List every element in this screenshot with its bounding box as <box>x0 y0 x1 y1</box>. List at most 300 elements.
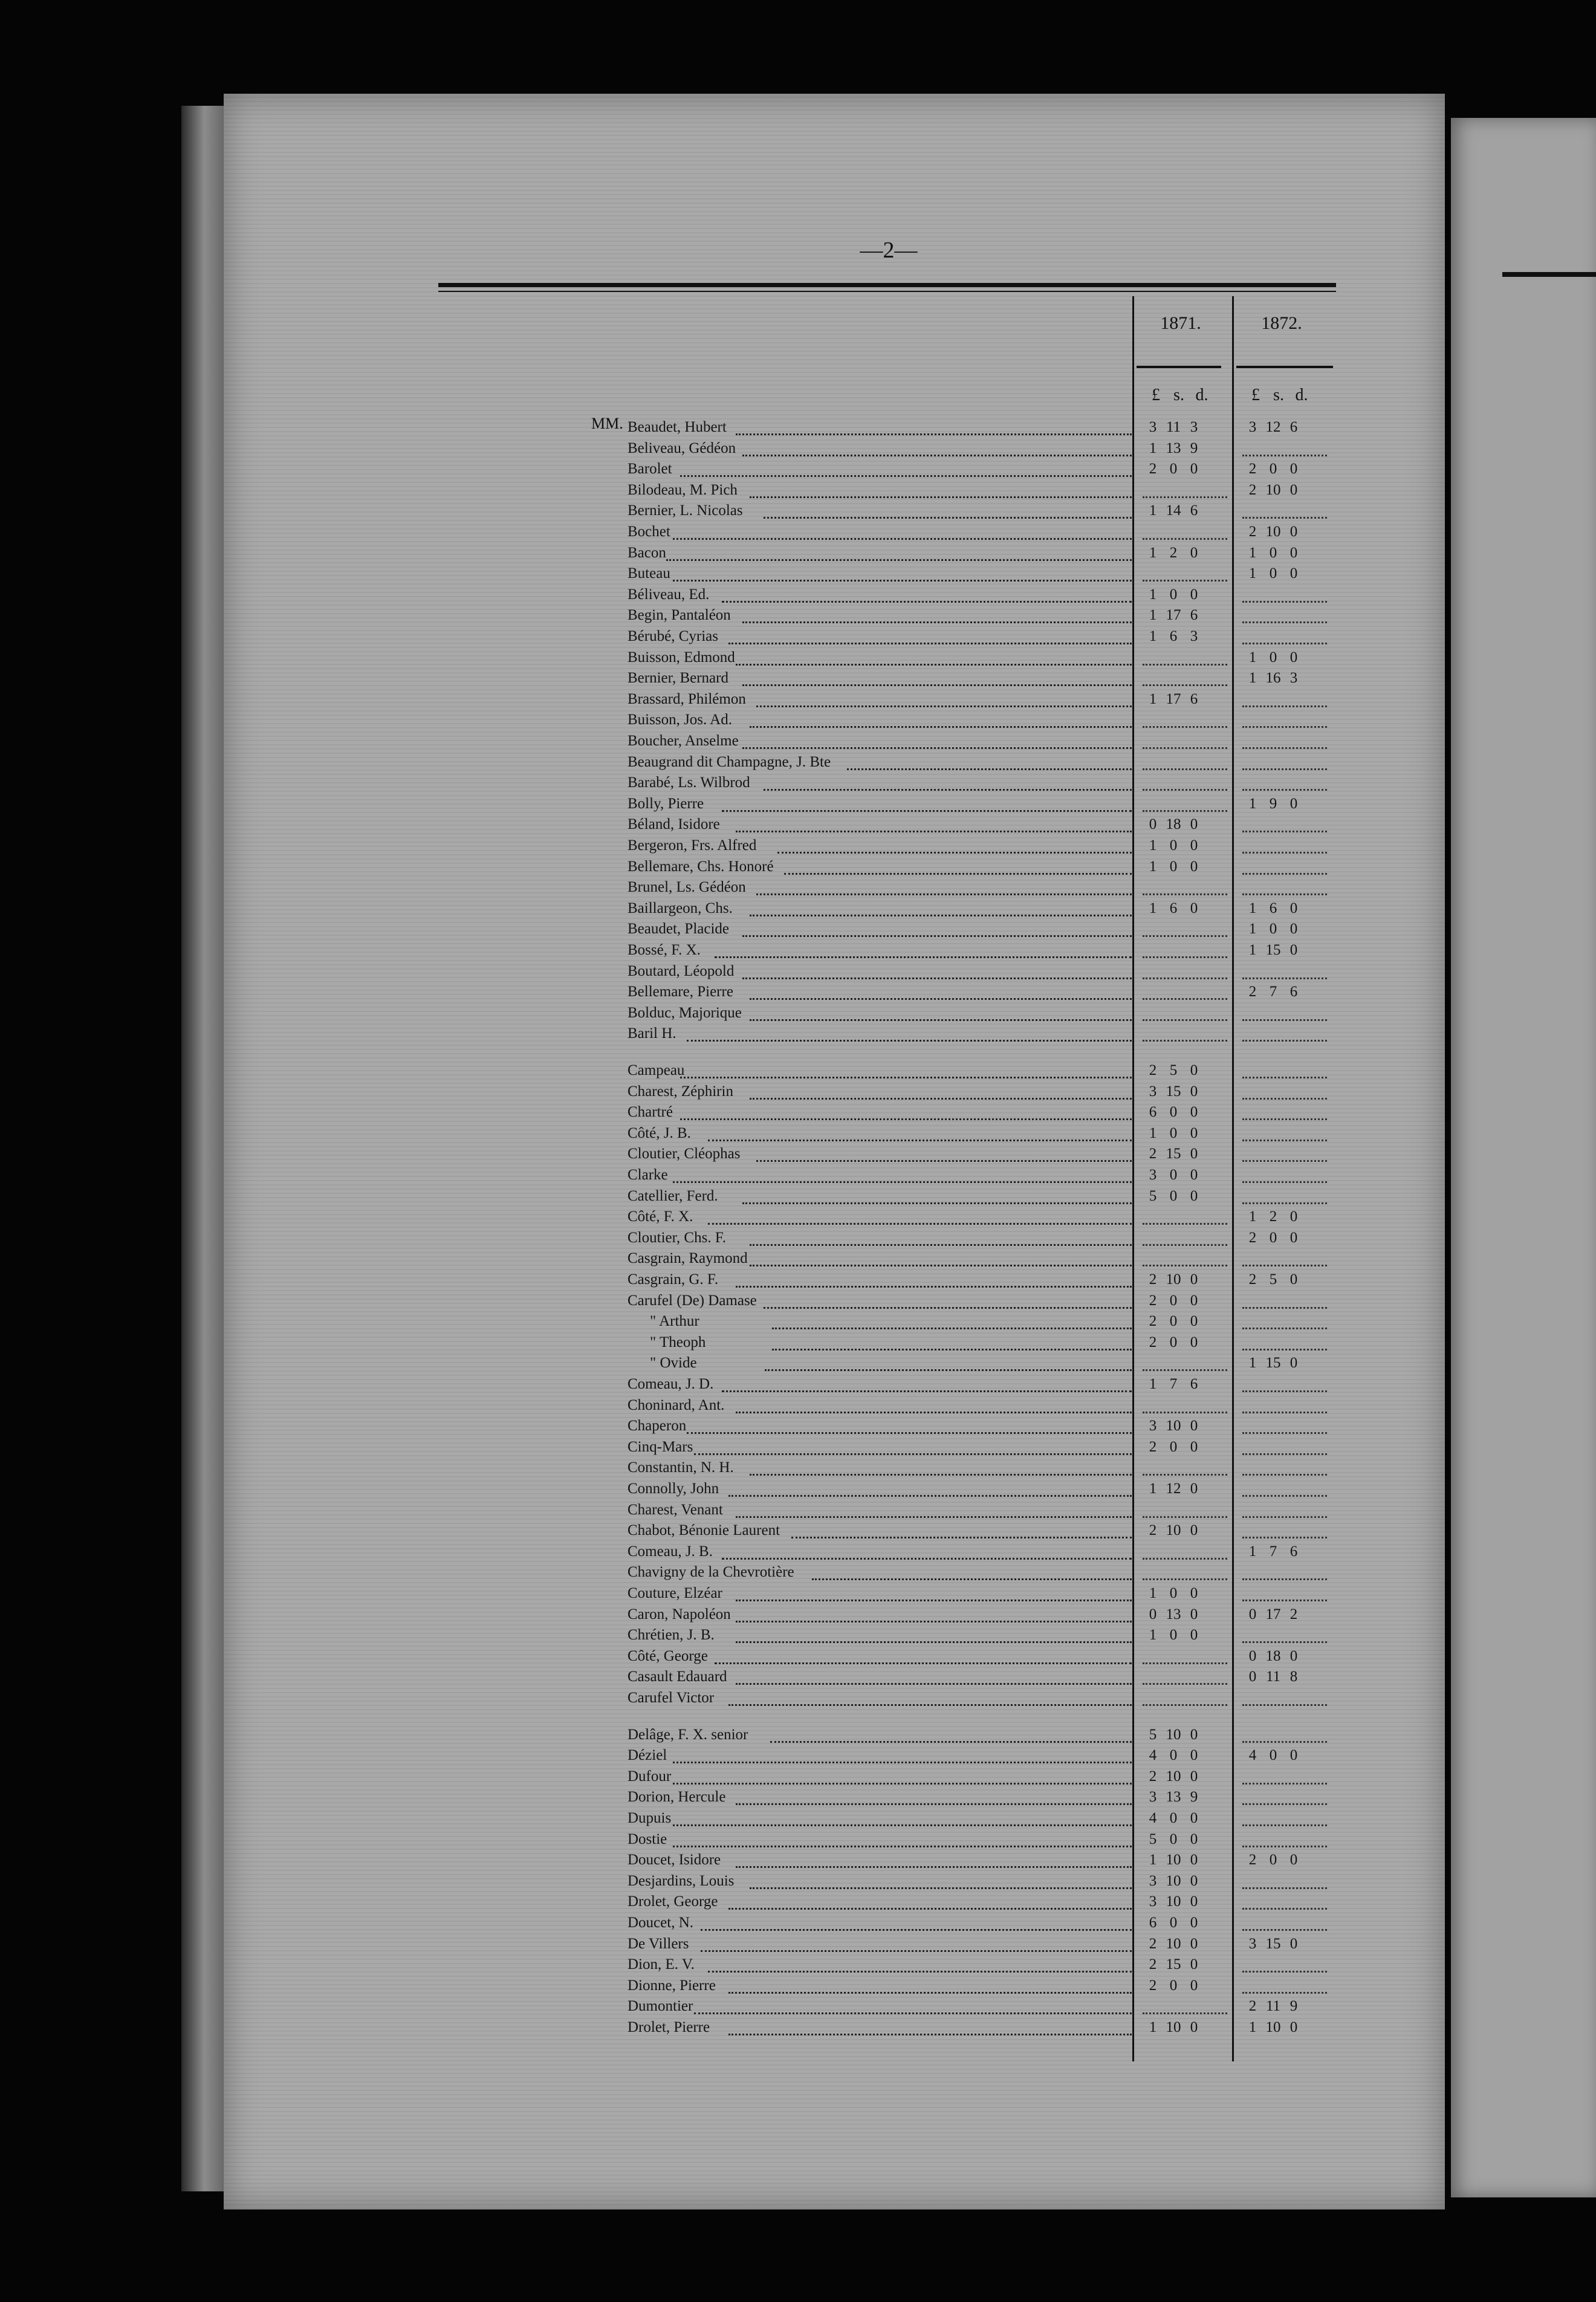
amount-pounds: 0 <box>1149 816 1157 833</box>
dot-leader <box>777 852 1132 854</box>
amount-pence: 6 <box>1190 502 1198 519</box>
ledger-row <box>0 1871 1451 1892</box>
amount-pence: 0 <box>1190 816 1198 833</box>
amount-1871 <box>1143 1850 1204 1870</box>
amount-pence: 0 <box>1289 2019 1298 2035</box>
contributor-name: Comeau, J. B. <box>628 1543 713 1560</box>
amount-shillings: 6 <box>1169 900 1178 916</box>
contributor-name: Boutard, Léopold <box>628 962 735 979</box>
empty-amount-1872 <box>1242 1160 1327 1162</box>
amount-pence: 0 <box>1190 1334 1198 1350</box>
amount-1871 <box>1143 1060 1204 1081</box>
amount-pence: 0 <box>1190 2019 1198 2035</box>
ledger-row <box>0 1374 1451 1395</box>
ledger-row <box>0 1688 1451 1708</box>
dot-leader <box>750 1244 1132 1246</box>
empty-amount-1871 <box>1143 538 1227 540</box>
dot-leader <box>673 1783 1132 1785</box>
amount-1871 <box>1143 1479 1204 1499</box>
contributor-name: Dumontier <box>628 1998 693 2015</box>
amount-1871 <box>1143 501 1204 521</box>
amount-1871 <box>1143 1123 1204 1144</box>
contributor-name: Beaugrand dit Champagne, J. Bte <box>628 753 831 770</box>
contributor-name: De Villers <box>628 1935 689 1952</box>
amount-pence: 0 <box>1190 1418 1198 1435</box>
amount-shillings: 2 <box>1169 544 1178 561</box>
ledger-row <box>0 1416 1451 1436</box>
contributor-name: Desjardins, Louis <box>628 1872 735 1889</box>
amount-1871 <box>1143 1374 1204 1395</box>
amount-1872 <box>1242 1604 1304 1625</box>
ledger-row <box>0 1081 1451 1102</box>
amount-pence: 0 <box>1190 1747 1198 1764</box>
empty-amount-1871 <box>1143 810 1227 812</box>
contributor-name: Dostie <box>628 1830 667 1847</box>
empty-amount-1871 <box>1143 935 1227 937</box>
amount-shillings: 17 <box>1265 1606 1281 1623</box>
amount-pounds: 1 <box>1149 858 1157 875</box>
page-number: —2— <box>860 238 918 263</box>
empty-amount-1871 <box>1143 1019 1227 1021</box>
ledger-row <box>0 877 1451 898</box>
amount-pence: 0 <box>1190 1438 1198 1455</box>
amount-shillings: 0 <box>1169 1977 1178 1994</box>
dot-leader <box>764 789 1132 791</box>
contributor-name: Chabot, Bénonie Laurent <box>628 1522 780 1539</box>
amount-pounds: 2 <box>1149 1956 1157 1973</box>
amount-pounds: 2 <box>1149 1062 1157 1078</box>
amount-1871 <box>1143 898 1204 919</box>
adjacent-page <box>1451 118 1596 2197</box>
empty-amount-1872 <box>1242 1265 1327 1266</box>
amount-1871 <box>1143 1102 1204 1123</box>
amount-shillings: 0 <box>1269 1229 1277 1246</box>
amount-1871 <box>1143 1604 1204 1625</box>
amount-pounds: 2 <box>1149 461 1157 478</box>
amount-pounds: 3 <box>1149 1083 1157 1100</box>
contributor-name: Baril H. <box>628 1025 676 1042</box>
contributor-name: Bérubé, Cyrias <box>628 628 718 644</box>
amount-pounds: 2 <box>1149 1438 1157 1455</box>
contributor-name: Comeau, J. D. <box>628 1376 714 1392</box>
amount-shillings: 17 <box>1166 607 1181 624</box>
amount-pounds: 2 <box>1149 1146 1157 1162</box>
amount-1871 <box>1143 1520 1204 1541</box>
dot-leader <box>728 643 1132 644</box>
ledger-row <box>0 1144 1451 1164</box>
contributor-name: Buteau <box>628 565 670 582</box>
empty-amount-1871 <box>1143 1223 1227 1225</box>
contributor-name: Drolet, George <box>628 1893 718 1910</box>
ledger-row <box>0 1954 1451 1975</box>
contributor-name: Béliveau, Ed. <box>628 586 710 603</box>
amount-pence: 6 <box>1289 1543 1298 1560</box>
amount-1871 <box>1143 1186 1204 1207</box>
contributor-name: Bacon <box>628 544 666 561</box>
amount-pence: 0 <box>1190 1977 1198 1994</box>
amount-1871 <box>1143 1725 1204 1745</box>
amount-1871 <box>1143 1165 1204 1185</box>
amount-pence: 0 <box>1190 1271 1198 1288</box>
empty-amount-1872 <box>1242 1600 1327 1601</box>
dot-leader <box>722 1558 1132 1560</box>
contributor-name: Bernier, Bernard <box>628 670 728 687</box>
unit-shilling: s. <box>1173 386 1184 404</box>
amount-shillings: 18 <box>1166 816 1181 833</box>
contributor-name: Caron, Napoléon <box>628 1606 731 1623</box>
amount-shillings: 6 <box>1169 628 1178 644</box>
dot-leader <box>736 1516 1132 1518</box>
dot-leader <box>736 1286 1132 1288</box>
empty-amount-1871 <box>1143 978 1227 979</box>
amount-pounds: 0 <box>1248 1668 1257 1685</box>
amount-1872 <box>1242 982 1304 1002</box>
amount-1872 <box>1242 1667 1304 1687</box>
contributor-name: Baillargeon, Chs. <box>628 900 733 916</box>
amount-pence: 6 <box>1289 984 1298 1000</box>
amount-shillings: 12 <box>1166 1480 1181 1497</box>
amount-shillings: 11 <box>1166 419 1181 435</box>
amount-pence: 0 <box>1190 1062 1198 1078</box>
amount-pounds: 1 <box>1248 921 1257 938</box>
amount-shillings: 5 <box>1269 1271 1277 1288</box>
amount-pounds: 1 <box>1149 900 1157 916</box>
amount-pence: 0 <box>1289 544 1298 561</box>
amount-1872 <box>1242 459 1304 479</box>
amount-pence: 0 <box>1190 1935 1198 1952</box>
empty-amount-1872 <box>1242 1537 1327 1538</box>
dot-leader <box>701 1929 1132 1931</box>
ledger-row <box>0 1437 1451 1457</box>
ledger-row <box>0 1207 1451 1227</box>
amount-shillings: 0 <box>1169 1915 1178 1931</box>
amount-pounds: 0 <box>1248 1606 1257 1623</box>
amount-1871 <box>1143 438 1204 459</box>
empty-amount-1872 <box>1242 852 1327 854</box>
dot-leader <box>708 1140 1132 1141</box>
unit-pound: £ <box>1251 386 1260 404</box>
amount-1872 <box>1242 794 1304 814</box>
amount-pounds: 0 <box>1149 1606 1157 1623</box>
amount-shillings: 10 <box>1166 1935 1181 1952</box>
contributor-name: Doucet, N. <box>628 1915 693 1931</box>
amount-pounds: 5 <box>1149 1726 1157 1743</box>
amount-shillings: 2 <box>1269 1208 1277 1225</box>
amount-pence: 0 <box>1190 1083 1198 1100</box>
contributor-name: Brassard, Philémon <box>628 690 746 707</box>
amount-1871 <box>1143 1808 1204 1829</box>
contributor-name: Côté, J. B. <box>628 1124 691 1141</box>
amount-pounds: 2 <box>1248 1271 1257 1288</box>
ledger-row <box>0 1604 1451 1625</box>
dot-leader <box>791 1537 1132 1538</box>
amount-pounds: 4 <box>1149 1810 1157 1826</box>
dot-leader <box>673 1762 1132 1763</box>
ledger-row <box>0 961 1451 982</box>
ledger-row <box>0 501 1451 521</box>
contributor-name: Bossé, F. X. <box>628 942 701 958</box>
contributor-name: Casgrain, G. F. <box>628 1271 719 1288</box>
contributor-name: Constantin, N. H. <box>628 1459 734 1476</box>
empty-amount-1871 <box>1143 1244 1227 1246</box>
amount-shillings: 0 <box>1169 1124 1178 1141</box>
ledger-row <box>0 2017 1451 2038</box>
empty-amount-1871 <box>1143 1474 1227 1476</box>
amount-pounds: 1 <box>1149 628 1157 644</box>
dot-leader <box>715 1662 1132 1664</box>
empty-amount-1871 <box>1143 664 1227 666</box>
amount-1872 <box>1242 647 1304 668</box>
contributor-name: Bolduc, Majorique <box>628 1004 742 1021</box>
amount-shillings: 10 <box>1166 1768 1181 1785</box>
empty-amount-1872 <box>1242 455 1327 456</box>
empty-amount-1871 <box>1143 1558 1227 1560</box>
empty-amount-1872 <box>1242 1118 1327 1120</box>
ledger-row <box>0 1562 1451 1583</box>
ledger-row <box>0 898 1451 919</box>
amount-shillings: 0 <box>1269 1747 1277 1764</box>
amount-pounds: 2 <box>1248 1852 1257 1869</box>
amount-pounds: 1 <box>1248 670 1257 687</box>
amount-pounds: 3 <box>1149 1893 1157 1910</box>
empty-amount-1872 <box>1242 893 1327 895</box>
ledger-row <box>0 1583 1451 1604</box>
contributor-name: Dorion, Hercule <box>628 1789 726 1806</box>
amount-pence: 8 <box>1289 1668 1298 1685</box>
amount-1871 <box>1143 1311 1204 1332</box>
amount-pounds: 6 <box>1149 1915 1157 1931</box>
dot-leader <box>673 1846 1132 1847</box>
contributor-name: Catellier, Ferd. <box>628 1187 718 1204</box>
ledger-row <box>0 1479 1451 1499</box>
contributor-name: Casault Edauard <box>628 1668 727 1685</box>
amount-pounds: 1 <box>1248 2019 1257 2035</box>
dot-leader <box>847 768 1132 770</box>
amount-shillings: 0 <box>1269 1852 1277 1869</box>
amount-1872 <box>1242 522 1304 542</box>
empty-amount-1871 <box>1143 1704 1227 1706</box>
amount-1871 <box>1143 1829 1204 1850</box>
amount-pence: 0 <box>1289 1355 1298 1372</box>
empty-amount-1872 <box>1242 873 1327 875</box>
ledger-row <box>0 1829 1451 1850</box>
year-header-1871: 1871. <box>1160 313 1201 333</box>
amount-shillings: 16 <box>1265 670 1281 687</box>
dot-leader <box>812 1578 1132 1580</box>
amount-pounds: 3 <box>1149 1418 1157 1435</box>
dot-leader <box>742 978 1132 979</box>
contributor-name: Dion, E. V. <box>628 1956 695 1973</box>
amount-shillings: 10 <box>1166 1726 1181 1743</box>
dot-leader <box>722 601 1132 603</box>
amount-1871 <box>1143 835 1204 856</box>
empty-amount-1872 <box>1242 1516 1327 1518</box>
amount-1872 <box>1242 563 1304 584</box>
empty-amount-1871 <box>1143 789 1227 791</box>
contributor-name: Bergeron, Frs. Alfred <box>628 837 757 854</box>
amount-shillings: 0 <box>1169 1810 1178 1826</box>
empty-amount-1871 <box>1143 1369 1227 1371</box>
ledger-row <box>0 1500 1451 1520</box>
unit-shilling: s. <box>1273 386 1284 404</box>
dot-leader <box>680 475 1132 477</box>
units-1872 <box>1244 386 1313 405</box>
amount-pounds: 1 <box>1248 1208 1257 1225</box>
amount-pounds: 3 <box>1149 1872 1157 1889</box>
amount-1871 <box>1143 1954 1204 1975</box>
amount-pounds: 1 <box>1248 649 1257 666</box>
amount-pounds: 3 <box>1248 419 1257 435</box>
empty-amount-1872 <box>1242 1908 1327 1910</box>
amount-1871 <box>1143 626 1204 647</box>
amount-pounds: 2 <box>1149 1313 1157 1330</box>
ledger-row <box>0 940 1451 961</box>
empty-amount-1872 <box>1242 1887 1327 1889</box>
amount-pence: 0 <box>1190 461 1198 478</box>
empty-amount-1872 <box>1242 831 1327 832</box>
ledger-row <box>0 1850 1451 1870</box>
contributor-name: Choninard, Ant. <box>628 1396 725 1413</box>
empty-amount-1871 <box>1143 998 1227 1000</box>
empty-amount-1871 <box>1143 1265 1227 1266</box>
amount-shillings: 10 <box>1166 2019 1181 2035</box>
amount-1871 <box>1143 1081 1204 1102</box>
empty-amount-1872 <box>1242 1578 1327 1580</box>
dot-leader <box>694 1453 1132 1455</box>
empty-amount-1872 <box>1242 1846 1327 1847</box>
amount-pounds: 1 <box>1149 837 1157 854</box>
amount-1871 <box>1143 857 1204 877</box>
contributor-name: Béland, Isidore <box>628 816 720 833</box>
header-rule-thick <box>438 283 1336 287</box>
dot-leader <box>742 455 1132 456</box>
unit-pound: £ <box>1152 386 1160 404</box>
contributor-name: Bernier, L. Nicolas <box>628 502 743 519</box>
amount-pounds: 2 <box>1149 1292 1157 1309</box>
amount-pence: 9 <box>1289 1998 1298 2015</box>
ledger-row <box>0 710 1451 730</box>
unit-pence: d. <box>1295 386 1308 404</box>
amount-1872 <box>1242 1934 1304 1954</box>
amount-shillings: 0 <box>1169 1627 1178 1644</box>
amount-pounds: 2 <box>1149 1768 1157 1785</box>
dot-leader <box>756 705 1132 707</box>
ledger-row <box>0 668 1451 689</box>
dot-leader <box>722 810 1132 812</box>
dot-leader <box>673 1824 1132 1826</box>
amount-shillings: 0 <box>1169 1104 1178 1121</box>
contributor-name: Campeau <box>628 1062 685 1078</box>
amount-1871 <box>1143 1291 1204 1311</box>
amount-shillings: 15 <box>1166 1956 1181 1973</box>
dot-leader <box>756 893 1132 895</box>
contributor-name: Doucet, Isidore <box>628 1852 721 1869</box>
amount-pence: 0 <box>1190 1104 1198 1121</box>
amount-pounds: 2 <box>1248 461 1257 478</box>
dot-leader <box>673 538 1132 540</box>
ledger-row <box>0 1934 1451 1954</box>
amount-shillings: 7 <box>1169 1376 1178 1392</box>
empty-amount-1871 <box>1143 956 1227 958</box>
amount-pence: 0 <box>1190 1852 1198 1869</box>
empty-amount-1872 <box>1242 1181 1327 1183</box>
amount-shillings: 7 <box>1269 984 1277 1000</box>
contributor-name: Cloutier, Chs. F. <box>628 1229 726 1246</box>
amount-pence: 0 <box>1190 586 1198 603</box>
amount-1872 <box>1242 1269 1304 1290</box>
amount-1872 <box>1242 668 1304 689</box>
contributor-name: Clarke <box>628 1167 668 1183</box>
contributor-name: Chaperon <box>628 1418 687 1435</box>
amount-shillings: 10 <box>1265 2019 1281 2035</box>
amount-shillings: 17 <box>1166 690 1181 707</box>
amount-shillings: 10 <box>1166 1852 1181 1869</box>
dot-leader <box>673 1181 1132 1183</box>
contributor-name: Chrétien, J. B. <box>628 1627 715 1644</box>
empty-amount-1872 <box>1242 768 1327 770</box>
dot-leader <box>694 2012 1132 2014</box>
ledger-row <box>0 1725 1451 1745</box>
amount-pounds: 1 <box>1149 607 1157 624</box>
contributor-name: Déziel <box>628 1747 667 1764</box>
amount-pence: 0 <box>1289 1852 1298 1869</box>
ledger-row <box>0 1625 1451 1645</box>
dot-leader <box>764 517 1132 519</box>
amount-pence: 0 <box>1190 1522 1198 1539</box>
amount-shillings: 5 <box>1169 1062 1178 1078</box>
ledger-row <box>0 1892 1451 1912</box>
ledger-row <box>0 1228 1451 1248</box>
amount-pounds: 0 <box>1248 1647 1257 1664</box>
dot-leader <box>736 1803 1132 1805</box>
amount-pence: 0 <box>1190 1830 1198 1847</box>
empty-amount-1872 <box>1242 601 1327 603</box>
dot-leader <box>736 664 1132 666</box>
amount-shillings: 15 <box>1265 942 1281 958</box>
ledger-row <box>0 417 1451 438</box>
contributor-name: Carufel Victor <box>628 1690 715 1706</box>
amount-pence: 0 <box>1289 942 1298 958</box>
contributor-name: " Theoph <box>650 1334 706 1350</box>
ledger-row <box>0 731 1451 751</box>
amount-1871 <box>1143 1766 1204 1787</box>
amount-shillings: 12 <box>1265 419 1281 435</box>
amount-1871 <box>1143 1332 1204 1353</box>
dot-leader <box>742 684 1132 686</box>
dot-leader <box>736 1412 1132 1413</box>
dot-leader <box>756 1160 1132 1162</box>
amount-shillings: 0 <box>1269 921 1277 938</box>
amount-shillings: 10 <box>1265 524 1281 540</box>
amount-pounds: 1 <box>1248 1543 1257 1560</box>
amount-pence: 0 <box>1289 1747 1298 1764</box>
amount-pounds: 5 <box>1149 1830 1157 1847</box>
empty-amount-1871 <box>1143 726 1227 728</box>
dot-leader <box>750 1019 1132 1021</box>
dot-leader <box>673 580 1132 582</box>
contributor-name: Casgrain, Raymond <box>628 1250 748 1267</box>
amount-pence: 3 <box>1190 419 1198 435</box>
amount-pounds: 2 <box>1149 1334 1157 1350</box>
contributor-name: Begin, Pantaléon <box>628 607 731 624</box>
dot-leader <box>750 1098 1132 1100</box>
empty-amount-1872 <box>1242 1783 1327 1785</box>
empty-amount-1872 <box>1242 1307 1327 1309</box>
empty-amount-1872 <box>1242 1349 1327 1350</box>
amount-pence: 0 <box>1190 1810 1198 1826</box>
amount-pence: 0 <box>1289 649 1298 666</box>
amount-pence: 0 <box>1289 900 1298 916</box>
